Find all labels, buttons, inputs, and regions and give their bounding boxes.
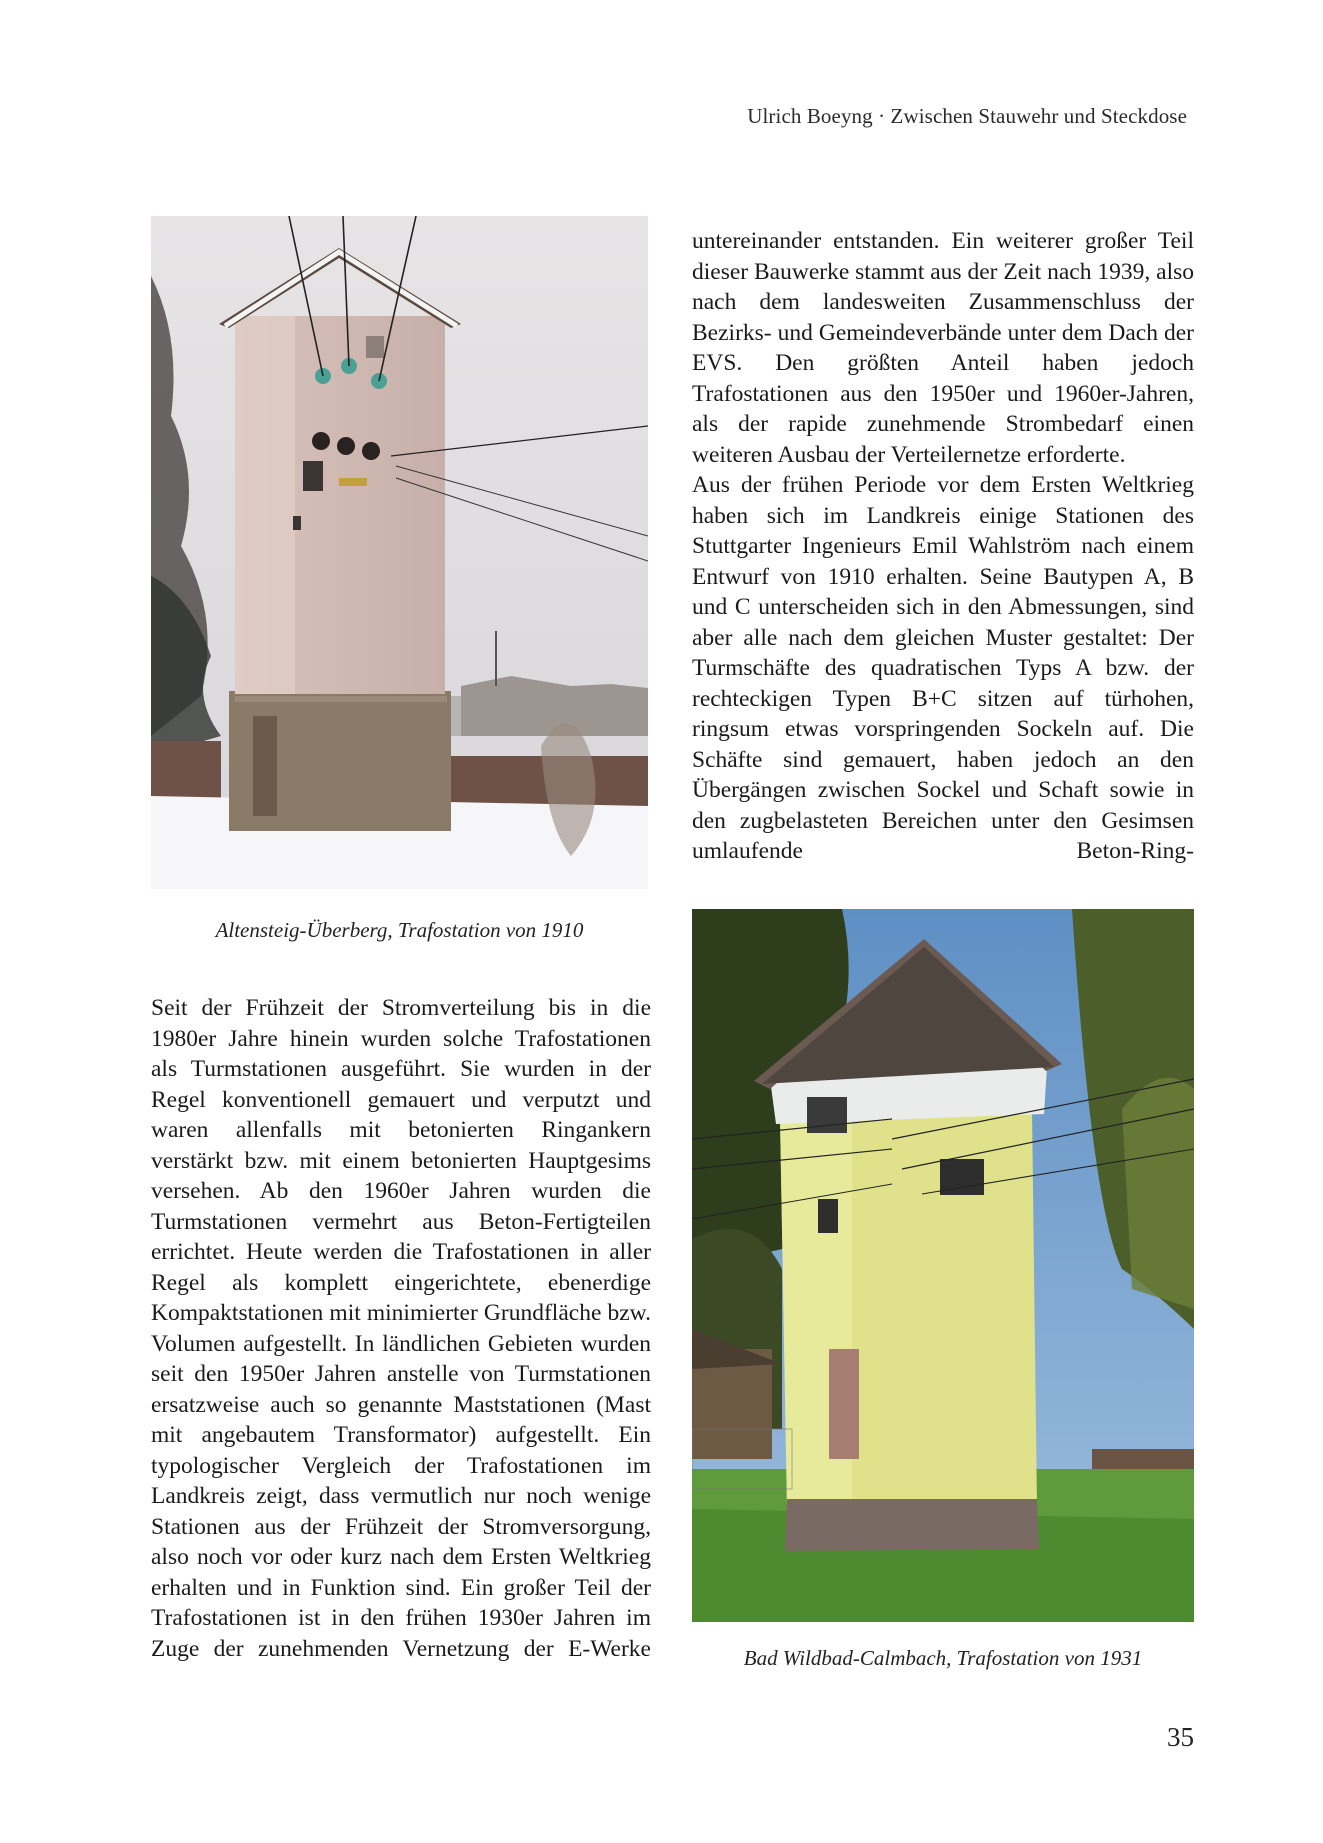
left-column-text — [151, 993, 651, 1664]
right-paragraph-1: untereinander entstanden. Ein weiterer großer Teil dieser Bauwerke stammt aus der Zeit nach 1939, also nach dem landesweiten Zusammenschluss der Bezirks- und Gemeindeverbände unter dem Dach der EVS. Den größten Anteil haben jedoch Trafostationen aus den 1950er und 1960er-Jahren, als der rapide zunehmende Strombedarf einen weiteren Ausbau der Verteilernetze erforderte. — [692, 228, 1194, 468]
photo-altensteig-transformer-station — [151, 216, 648, 889]
photo-calmbach-transformer-station — [692, 909, 1194, 1622]
figure-caption-2: Bad Wildbad-Calmbach, Trafostation von 1931 — [743, 1646, 1143, 1670]
photo-calmbach-illustration — [692, 909, 1194, 1622]
left-paragraph-1: Seit der Frühzeit der Stromverteilung bis in die 1980er Jahre hinein wurden solche Trafostationen als Turmstationen ausgeführt. Sie wurden in der Regel konventionell gemauert und verputzt und waren allenfalls mit betonierten Ringankern verstärkt bzw. mit einem betonierten Hauptgesims versehen. Ab den 1960er Jahren wurden die Turmstationen vermehrt aus Beton-Fertigteilen errichtet. Heute werden die Trafostationen in aller Regel als komplett eingerichtete, ebenerdige Kompaktstationen mit minimierter Grundfläche bzw. Volumen aufgestellt. In ländlichen Gebieten wurden seit den 1950er Jahren anstelle von Turmstationen ersatzweise auch so genannte Maststationen (Mast mit angebautem Transformator) aufgestellt. Ein typologischer Vergleich der Trafostationen im Landkreis zeigt, dass vermutlich nur noch wenige Stationen aus der Frühzeit der Stromversorgung, also noch vor oder kurz nach dem Ersten Weltkrieg erhalten und in Funktion sind. Ein großer Teil der Trafostationen ist in den frühen 1930er Jahren im Zuge der zunehmenden Vernetzung der E-Werke — [151, 995, 651, 1662]
running-head: Ulrich Boeyng · Zwischen Stauwehr und Steckdose — [747, 104, 1187, 128]
right-column-text — [692, 226, 1194, 867]
photo-altensteig-illustration — [151, 216, 648, 889]
right-paragraph-2: Aus der frühen Periode vor dem Ersten Weltkrieg haben sich im Landkreis einige Stationen des Stuttgarter Ingenieurs Emil Wahlström nach einem Entwurf von 1910 erhalten. Seine Bautypen A, B und C unterscheiden sich in den Abmessungen, sind aber alle nach dem gleichen Muster gestaltet: Der Turmschäfte des quadratischen Typs A bzw. der rechteckigen Typen B+C sitzen auf türhohen, ringsum etwas vorspringenden Sockeln auf. Die Schäfte sind gemauert, haben jedoch an den Übergängen zwischen Sockel und Schaft sowie in den zugbelasteten Bereichen unter den Gesimsen umlaufende Beton-Ring- — [692, 472, 1194, 864]
figure-caption-1: Altensteig-Überberg, Trafostation von 1910 — [215, 918, 584, 942]
page-number: 35 — [1167, 1722, 1194, 1752]
